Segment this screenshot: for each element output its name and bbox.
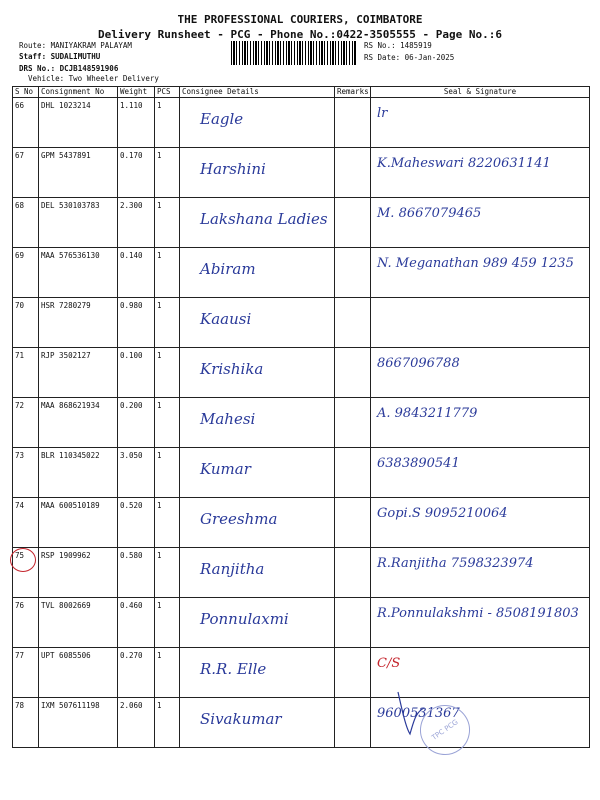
weight-cell: 0.520 (118, 498, 155, 548)
pcs-cell: 1 (155, 298, 180, 348)
consignment-cell: HSR 7280279 (39, 298, 118, 348)
table-row (13, 448, 590, 498)
remarks-cell (335, 348, 371, 398)
consignee-cell (180, 448, 335, 498)
seal-cell (371, 548, 590, 598)
table-row (13, 498, 590, 548)
table-row (13, 148, 590, 198)
pcs-cell: 1 (155, 198, 180, 248)
seal-handwriting: A. 9843211779 (377, 406, 478, 421)
pcs-cell: 1 (155, 248, 180, 298)
pcs-cell: 1 (155, 548, 180, 598)
table-row (13, 248, 590, 298)
seal-cell (371, 148, 590, 198)
consignee-handwriting: Ponnulaxmi (200, 610, 289, 628)
col-remarks: Remarks (335, 87, 371, 98)
consignment-cell: BLR 110345022 (39, 448, 118, 498)
weight-cell: 0.980 (118, 298, 155, 348)
sno-cell: 73 (13, 448, 39, 498)
consignee-cell (180, 648, 335, 698)
consignment-cell: RJP 3502127 (39, 348, 118, 398)
seal-handwriting: 9600531367 (377, 706, 460, 721)
remarks-cell (335, 248, 371, 298)
table-row (13, 398, 590, 448)
remarks-cell (335, 548, 371, 598)
seal-cell (371, 198, 590, 248)
consignee-handwriting: Mahesi (200, 410, 256, 428)
consignee-cell (180, 548, 335, 598)
consignee-handwriting: Kaausi (200, 310, 252, 328)
consignment-cell: TVL 8002669 (39, 598, 118, 648)
remarks-cell (335, 198, 371, 248)
pcs-cell: 1 (155, 648, 180, 698)
pcs-cell: 1 (155, 498, 180, 548)
seal-cell (371, 598, 590, 648)
weight-cell: 1.110 (118, 98, 155, 148)
sno-cell: 78 (13, 698, 39, 748)
seal-cell (371, 398, 590, 448)
seal-handwriting: 8667096788 (377, 356, 460, 371)
sno-cell: 72 (13, 398, 39, 448)
rs-date: RS Date: 06-Jan-2025 (364, 53, 455, 62)
consignee-handwriting: Krishika (200, 360, 264, 378)
seal-cell (371, 448, 590, 498)
seal-handwriting: K.Maheswari 8220631141 (377, 156, 551, 171)
barcode (231, 41, 356, 65)
seal-handwriting: 6383890541 (377, 456, 460, 471)
consignee-handwriting: Abiram (200, 260, 256, 278)
consignee-cell (180, 148, 335, 198)
remarks-cell (335, 298, 371, 348)
route-text: Route: MANIYAKRAM PALAYAM (19, 41, 132, 50)
sno-cell: 74 (13, 498, 39, 548)
col-seal: Seal & Signature (371, 87, 590, 98)
consignee-cell (180, 98, 335, 148)
seal-handwriting: R.Ponnulakshmi - 8508191803 (377, 606, 579, 621)
sno-cell: 67 (13, 148, 39, 198)
consignee-handwriting: Harshini (200, 160, 266, 178)
weight-cell: 0.270 (118, 648, 155, 698)
vehicle-text: Vehicle: Two Wheeler Delivery (28, 74, 159, 83)
seal-handwriting: M. 8667079465 (377, 206, 482, 221)
remarks-cell (335, 448, 371, 498)
consignment-cell: MAA 600510189 (39, 498, 118, 548)
table-row (13, 598, 590, 648)
pcs-cell: 1 (155, 448, 180, 498)
table-row (13, 98, 590, 148)
runsheet-table (12, 86, 590, 748)
runsheet-subtitle: Delivery Runsheet - PCG - Phone No.:0422-3505555 - Page No.:6 (98, 28, 502, 41)
weight-cell: 2.300 (118, 198, 155, 248)
remarks-cell (335, 648, 371, 698)
seal-handwriting: lr (377, 106, 388, 121)
col-pcs: PCS (155, 87, 180, 98)
pcs-cell: 1 (155, 348, 180, 398)
weight-cell: 0.580 (118, 548, 155, 598)
sno-cell: 76 (13, 598, 39, 648)
company-stamp: TPC PCG (410, 695, 480, 765)
consignee-cell (180, 598, 335, 648)
col-sno: S No (13, 87, 39, 98)
consignee-handwriting: Lakshana Ladies (200, 210, 328, 228)
table-row (13, 698, 590, 748)
sno-cell: 70 (13, 298, 39, 348)
pcs-cell: 1 (155, 398, 180, 448)
weight-cell: 0.140 (118, 248, 155, 298)
red-circle-mark (10, 548, 36, 572)
staff-text: Staff: SUDALIMUTHU (19, 52, 101, 61)
sno-cell: 66 (13, 98, 39, 148)
consignee-cell (180, 298, 335, 348)
drs-number: DRS No.: DCJB148591906 (19, 64, 119, 73)
table-row (13, 648, 590, 698)
consignee-cell (180, 498, 335, 548)
consignee-handwriting: Greeshma (200, 510, 278, 528)
consignment-cell: DEL 530103783 (39, 198, 118, 248)
table-row (13, 348, 590, 398)
pcs-cell: 1 (155, 698, 180, 748)
consignment-cell: MAA 576536130 (39, 248, 118, 298)
seal-cell (371, 98, 590, 148)
remarks-cell (335, 148, 371, 198)
consignee-handwriting: R.R. Elle (200, 660, 267, 678)
weight-cell: 0.170 (118, 148, 155, 198)
remarks-cell (335, 98, 371, 148)
seal-cell (371, 348, 590, 398)
pcs-cell: 1 (155, 148, 180, 198)
col-weight: Weight (118, 87, 155, 98)
consignee-handwriting: Ranjitha (200, 560, 265, 578)
table-header-row (13, 87, 590, 98)
weight-cell: 0.460 (118, 598, 155, 648)
sno-cell: 75 (13, 548, 39, 598)
seal-handwriting: Gopi.S 9095210064 (377, 506, 508, 521)
weight-cell: 0.100 (118, 348, 155, 398)
col-consignment: Consignment No (39, 87, 118, 98)
consignee-cell (180, 248, 335, 298)
pcs-cell: 1 (155, 598, 180, 648)
seal-cell (371, 248, 590, 298)
consignee-handwriting: Sivakumar (200, 710, 282, 728)
remarks-cell (335, 398, 371, 448)
seal-handwriting: N. Meganathan 989 459 1235 (377, 256, 574, 271)
sno-cell: 71 (13, 348, 39, 398)
table-row (13, 548, 590, 598)
consignee-cell (180, 698, 335, 748)
weight-cell: 2.060 (118, 698, 155, 748)
remarks-cell (335, 598, 371, 648)
seal-handwriting: R.Ranjitha 7598323974 (377, 556, 534, 571)
table-row (13, 298, 590, 348)
consignee-cell (180, 398, 335, 448)
weight-cell: 0.200 (118, 398, 155, 448)
seal-cell (371, 298, 590, 348)
pcs-cell: 1 (155, 98, 180, 148)
seal-cell (371, 498, 590, 548)
consignment-cell: UPT 6085506 (39, 648, 118, 698)
remarks-cell (335, 698, 371, 748)
consignee-cell (180, 198, 335, 248)
weight-cell: 3.050 (118, 448, 155, 498)
sno-cell: 69 (13, 248, 39, 298)
remarks-cell (335, 498, 371, 548)
runsheet-title: THE PROFESSIONAL COURIERS, COIMBATORE (177, 13, 423, 26)
consignment-cell: DHL 1023214 (39, 98, 118, 148)
consignment-cell: GPM 5437891 (39, 148, 118, 198)
consignment-cell: RSP 1909962 (39, 548, 118, 598)
consignee-handwriting: Kumar (200, 460, 251, 478)
consignee-cell (180, 348, 335, 398)
table-row (13, 198, 590, 248)
consignee-handwriting: Eagle (200, 110, 244, 128)
rs-number: RS No.: 1485919 (364, 41, 432, 50)
sno-cell: 68 (13, 198, 39, 248)
consignment-cell: IXM 507611198 (39, 698, 118, 748)
seal-handwriting: C/S (377, 656, 401, 671)
consignment-cell: MAA 868621934 (39, 398, 118, 448)
col-consignee: Consignee Details (180, 87, 335, 98)
sno-cell: 77 (13, 648, 39, 698)
